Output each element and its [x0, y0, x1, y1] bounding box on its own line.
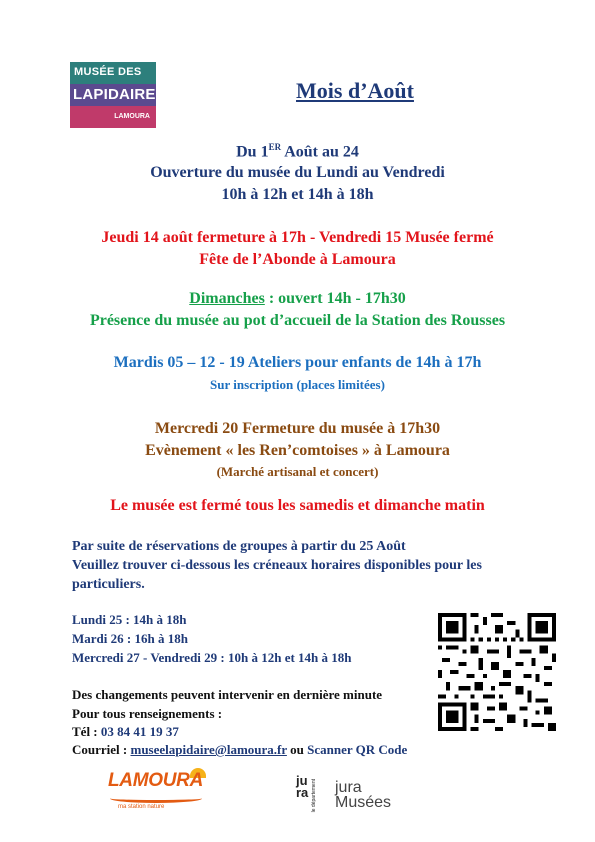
groups-line3: particuliers.: [72, 577, 145, 592]
contact-mail: Courriel : museelapidaire@lamoura.fr ou Scanner QR Code: [72, 742, 408, 757]
qr-code[interactable]: [438, 613, 556, 731]
wednesday-line3: (Marché artisanal et concert): [216, 464, 379, 479]
wednesday-line1: Mercredi 20 Fermeture du musée à 17h30: [154, 420, 441, 437]
sundays-line2: Présence du musée au pot d’accueil de la Station des Rousses: [89, 312, 506, 329]
period-line3: 10h à 12h et 14h à 18h: [221, 186, 374, 203]
qr-code-label: Scanner QR Code: [307, 742, 408, 757]
groups-line1: Par suite de réservations de groupes à partir du 25 Août: [72, 539, 406, 554]
lamoura-logo: LAMOURA ma station nature: [108, 768, 208, 816]
phone-number[interactable]: 03 84 41 19 37: [100, 724, 179, 739]
workshops-line1: Mardis 05 – 12 - 19 Ateliers pour enfants de 14h à 17h: [113, 354, 482, 371]
contact-tel: Tél : 03 84 41 19 37: [72, 724, 179, 739]
closed-notice: Le musée est fermé tous les samedis et dimanche matin: [110, 497, 485, 514]
workshops-line2: Sur inscription (places limitées): [210, 377, 385, 392]
jura-logo: jura le département: [296, 773, 317, 813]
wednesday-line2: Evènement « les Ren’comtoises » à Lamoura: [145, 442, 450, 459]
slot-item: Mardi 26 : 16h à 18h: [72, 631, 188, 646]
slot-item: Mercredi 27 - Vendredi 29 : 10h à 12h et 14h à 18h: [72, 650, 352, 665]
closing-notice-line2: Fête de l’Abonde à Lamoura: [199, 251, 396, 268]
jura-musees-logo: jura Musées: [335, 779, 392, 811]
museum-logo: [70, 62, 166, 128]
email-link[interactable]: museelapidaire@lamoura.fr: [130, 742, 287, 757]
contact-line1: Des changements peuvent intervenir en dernière minute: [72, 687, 383, 702]
sundays-line1: Dimanches : ouvert 14h - 17h30: [189, 290, 406, 307]
page-title: Mois d’Août: [296, 78, 414, 103]
logo-line2: LAPIDAIRES: [73, 86, 166, 103]
logo-line3: LAMOURA: [114, 113, 150, 120]
contact-line2: Pour tous renseignements :: [72, 706, 223, 721]
groups-line2: Veuillez trouver ci-dessous les créneaux horaires disponibles pour les: [72, 558, 482, 573]
closing-notice-line1: Jeudi 14 août fermeture à 17h - Vendredi 15 Musée fermé: [101, 229, 494, 246]
logo-line1: MUSÉE DES: [74, 66, 142, 78]
period-line2: Ouverture du musée du Lundi au Vendredi: [150, 164, 445, 181]
period-line1: Du 1ER Août au 24: [236, 142, 359, 161]
slot-item: Lundi 25 : 14h à 18h: [72, 612, 187, 627]
